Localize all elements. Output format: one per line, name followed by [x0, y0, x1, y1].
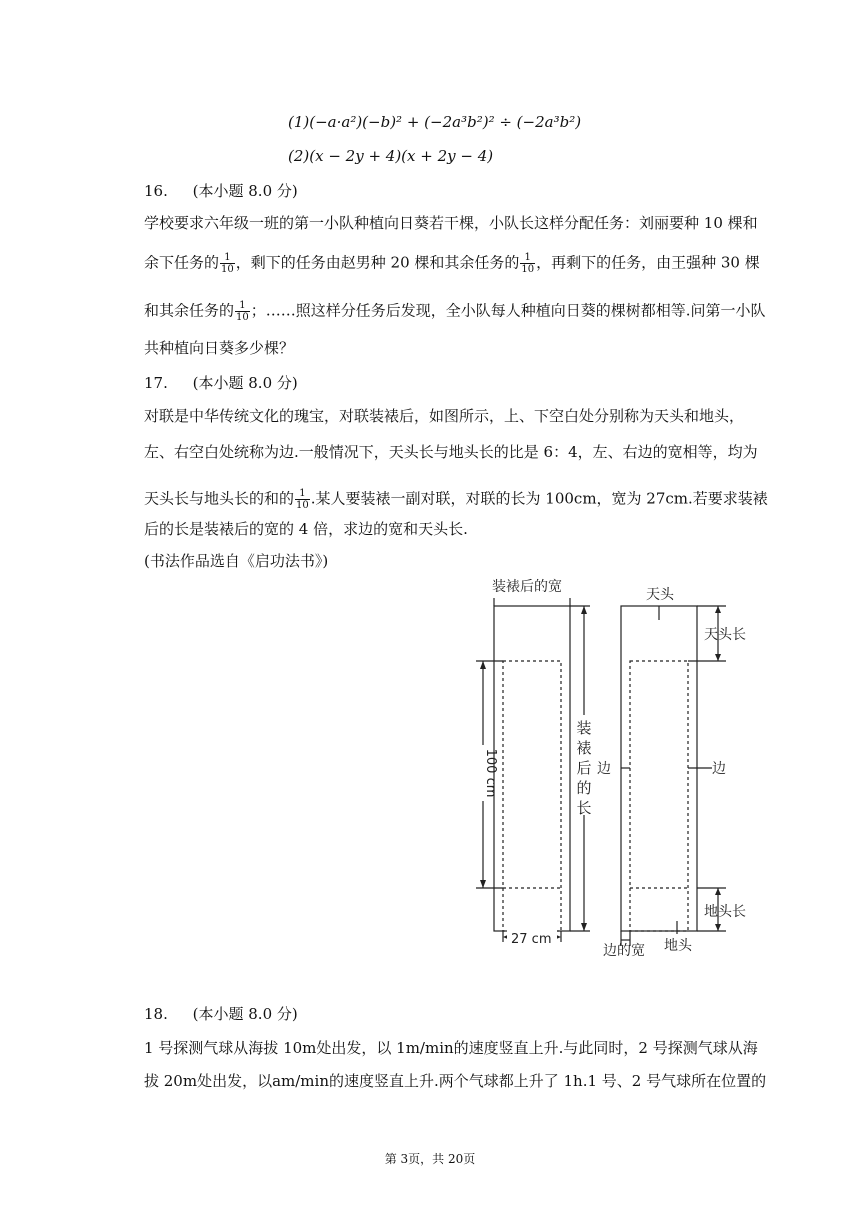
fraction: $\frac{1}{10}$	[296, 488, 309, 511]
length-char: 后	[576, 759, 592, 777]
bian-width-label: 边的宽	[603, 943, 645, 959]
fraction: $\frac{1}{10}$	[521, 252, 535, 275]
right-mounted-frame	[621, 606, 697, 931]
q17-line-3: 天头长与地头长的和的 $\frac{1}{10}$ .某人要装裱一副对联，对联的长为 100cm，宽为 27cm.若要求装裱	[144, 488, 768, 511]
q16-line-2: 余下任务的 $\frac{1}{10}$ ，剩下的任务由赵男种 20 棵和其余任务的 $\frac{1}{10}$ ，再剩下的任务，由王强种 30 棵	[144, 252, 760, 275]
q18-line-2: 拔 20m处出发，以am/min的速度竖直上升.两个气球都上升了 1h.1 号、2 号气球所在位置的	[144, 1072, 767, 1090]
q17-line-4: 后的长是装裱后的宽的 4 倍，求边的宽和天头长.	[144, 520, 468, 538]
left-couplet-dashed	[503, 661, 561, 931]
width-27-label: 27 cm	[511, 932, 552, 947]
length-char: 裱	[576, 739, 592, 757]
question-points: (本小题 8.0 分)	[192, 1005, 298, 1023]
ditou-label: 地头	[664, 938, 692, 954]
q17-line-5: (书法作品选自《启功法书》)	[144, 552, 329, 570]
left-mounted-frame	[494, 606, 570, 931]
mounted-width-label: 装裱后的宽	[492, 579, 562, 595]
q16-line-3: 和其余任务的 $\frac{1}{10}$ ；……照这样分任务后发现，全小队每人种植向日葵的棵树都相等.问第一小队	[144, 300, 766, 323]
q16-line-1: 学校要求六年级一班的第一小队种植向日葵若干棵，小队长这样分配任务：刘丽要种 10 棵和	[144, 214, 758, 232]
length-char: 长	[576, 799, 592, 817]
question-points: (本小题 8.0 分)	[192, 374, 298, 392]
question-number: 18.	[144, 1005, 168, 1023]
q18-line-1: 1 号探测气球从海拔 10m处出发，以 1m/min的速度竖直上升.与此同时，2 号探测气球从海	[144, 1039, 758, 1057]
ditou-length-label: 地头长	[704, 904, 746, 920]
q17-line-1: 对联是中华传统文化的瑰宝，对联装裱后，如图所示，上、下空白处分别称为天头和地头，	[144, 407, 745, 425]
question-number: 17.	[144, 374, 168, 392]
length-char: 的	[576, 779, 592, 797]
fraction: $\frac{1}{10}$	[221, 252, 234, 275]
bian-right-label: 边	[712, 761, 726, 777]
question-number: 16.	[144, 182, 168, 200]
fraction: $\frac{1}{10}$	[236, 300, 249, 323]
bian-left-label: 边	[597, 761, 611, 777]
question-points: (本小题 8.0 分)	[192, 182, 298, 200]
right-couplet-dashed	[630, 661, 688, 931]
tiantou-label: 天头	[646, 587, 674, 603]
page-footer: 第 3页，共 20页	[384, 1152, 476, 1166]
length-char: 装	[576, 719, 592, 737]
question-18-header	[144, 1003, 298, 1024]
expression-2: (2)(x − 2y + 4)(x + 2y − 4)	[288, 147, 494, 165]
length-100-label: 100 cm	[483, 748, 498, 798]
q16-line-4: 共种植向日葵多少棵？	[144, 339, 295, 357]
tiantou-length-label: 天头长	[704, 627, 746, 643]
expression-1: (1)(−a·a²)(−b)² + (−2a³b²)² ÷ (−2a³b²)	[288, 113, 582, 131]
q17-line-2: 左、右空白处统称为边.一般情况下，天头长与地头长的比是 6：4，左、右边的宽相等，均为	[144, 443, 758, 461]
